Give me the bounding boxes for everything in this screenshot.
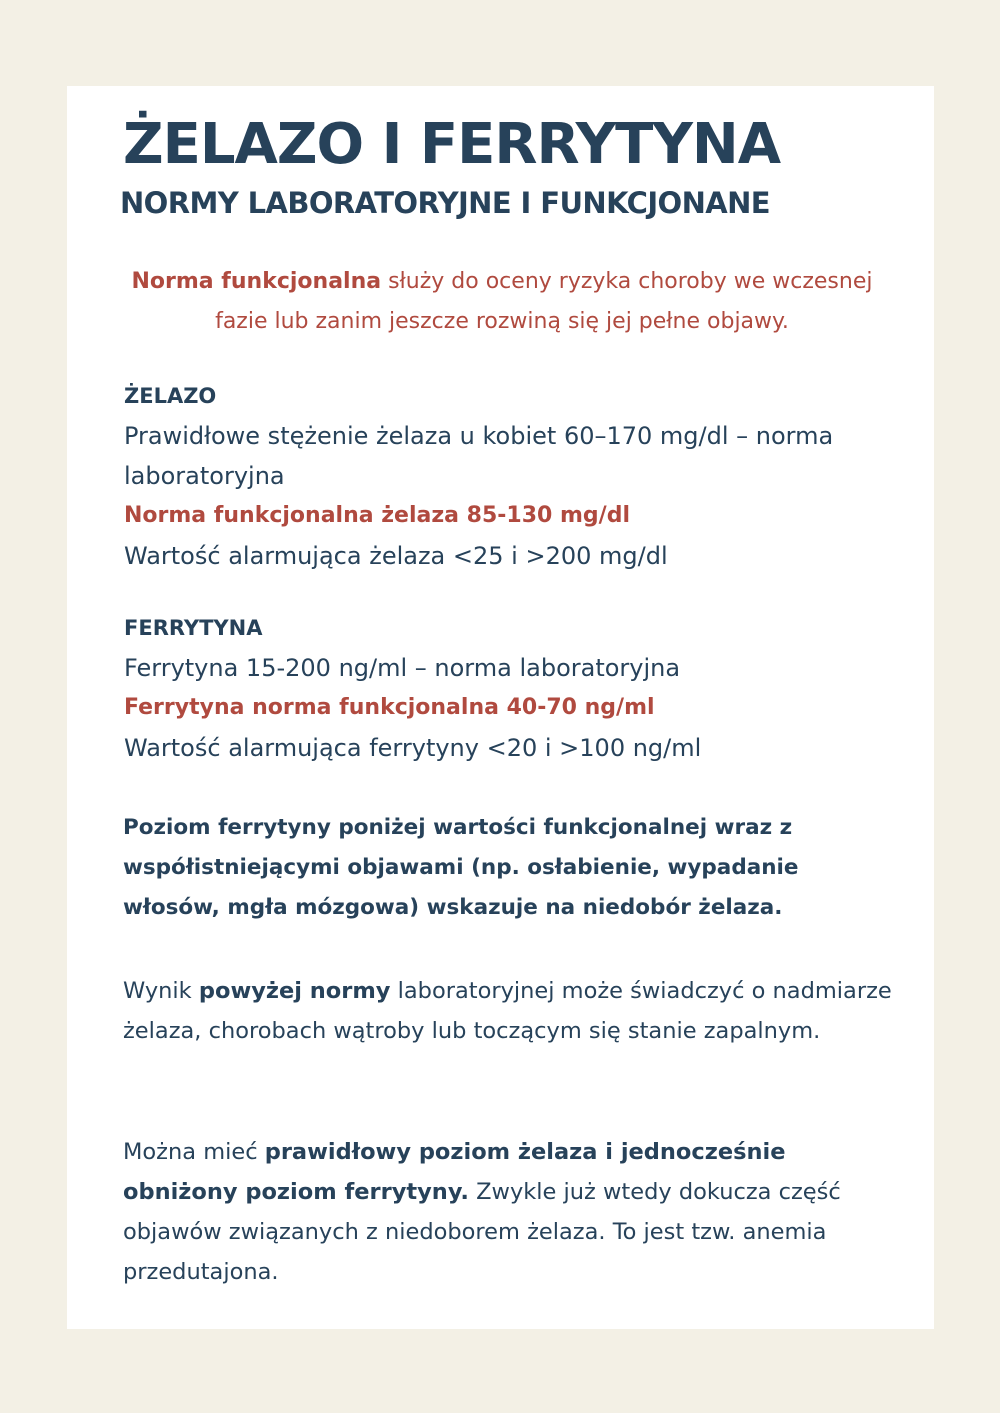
- ferrytyna-heading: FERRYTYNA: [124, 616, 263, 640]
- latent-pre: Można mieć: [123, 1139, 265, 1165]
- zelazo-heading: ŻELAZO: [124, 384, 217, 408]
- intro-bold: Norma funkcjonalna: [131, 269, 382, 294]
- latent-anemia-paragraph: [123, 1132, 898, 1292]
- latent-bold: prawidłowy poziom żelaza i jednocześnie obniżony poziom ferrytyny.: [123, 1139, 786, 1205]
- zelazo-section: [124, 376, 924, 576]
- above-norm-pre: Wynik: [123, 978, 199, 1004]
- zelazo-functional-norm: Norma funkcjonalna żelaza 85-130 mg/dl: [124, 503, 630, 528]
- page-subtitle: NORMY LABORATORYJNE I FUNKCJONANE: [120, 186, 770, 220]
- above-norm-paragraph: [123, 971, 898, 1051]
- ferrytyna-functional-norm: Ferrytyna norma funkcjonalna 40-70 ng/ml: [124, 695, 655, 720]
- intro-text: służy do oceny ryzyka choroby we wczesnej fazie lub zanim jeszcze rozwiną się jej pełne objawy.: [215, 269, 873, 334]
- deficiency-paragraph: Poziom ferrytyny poniżej wartości funkcjonalnej wraz z współistniejącymi objawami (np. osłabienie, wypadanie włosów, mgła mózgowa) wskazuje na niedobór żelaza.: [123, 815, 799, 920]
- above-norm-post: laboratoryjnej może świadczyć o nadmiarze żelaza, chorobach wątroby lub toczącym się stanie zapalnym.: [123, 978, 892, 1044]
- document-card: [67, 86, 934, 1329]
- ferrytyna-lab-norm: Ferrytyna 15-200 ng/ml – norma laboratoryjna: [124, 654, 681, 682]
- page-title: ŻELAZO I FERRYTYNA: [123, 112, 781, 177]
- zelazo-lab-norm: Prawidłowe stężenie żelaza u kobiet 60–170 mg/dl – norma laboratoryjna: [124, 422, 834, 490]
- above-norm-bold: powyżej normy: [198, 978, 391, 1004]
- intro-paragraph: [107, 262, 897, 342]
- ferrytyna-section: [124, 608, 924, 768]
- latent-post: Zwykle już wtedy dokucza część objawów związanych z niedoborem żelaza. To jest tzw. anemia przedutajona.: [123, 1179, 841, 1285]
- zelazo-alarm: Wartość alarmująca żelaza <25 i >200 mg/dl: [124, 542, 668, 570]
- ferrytyna-alarm: Wartość alarmująca ferrytyny <20 i >100 ng/ml: [124, 734, 702, 762]
